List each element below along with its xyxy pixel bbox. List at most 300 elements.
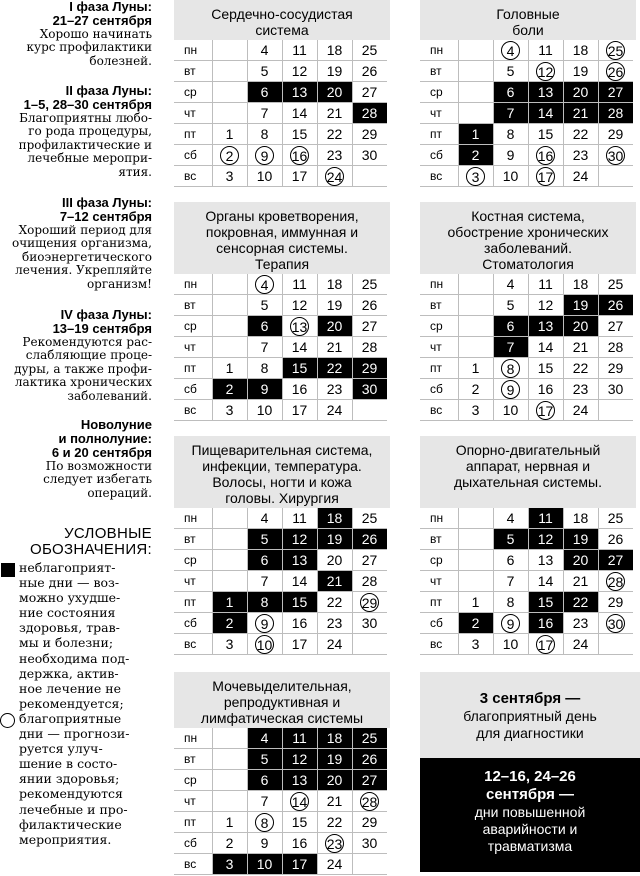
favorable-circle: 9 xyxy=(501,614,520,633)
day-name: вт xyxy=(174,749,212,770)
day-empty xyxy=(458,571,493,592)
day-cell: 19 xyxy=(563,61,598,82)
day-name: ср xyxy=(420,82,458,103)
day-unfavorable: 11 xyxy=(528,508,563,529)
day-unfavorable: 25 xyxy=(352,728,387,749)
day-unfavorable: 2 xyxy=(458,145,493,166)
day-cell: 15 xyxy=(282,124,317,145)
calendar-row xyxy=(174,103,387,124)
day-cell: 26 xyxy=(598,529,633,550)
day-cell: 28 xyxy=(352,337,387,358)
calendar-title: Головные боли xyxy=(420,0,636,40)
day-cell: 8 xyxy=(247,124,282,145)
calendar-title: Сердечно-сосудистая система xyxy=(174,0,390,40)
day-unfavorable: 3 xyxy=(212,854,247,875)
calendar-row xyxy=(174,358,387,379)
day-cell: 15 xyxy=(528,358,563,379)
day-unfavorable: 27 xyxy=(352,770,387,791)
calendar-grid xyxy=(174,274,387,421)
day-cell: 23 xyxy=(317,379,352,400)
day-cell: 10 xyxy=(247,166,282,187)
day-favorable xyxy=(493,379,528,400)
day-unfavorable: 30 xyxy=(352,379,387,400)
day-cell: 14 xyxy=(282,337,317,358)
day-favorable xyxy=(598,571,633,592)
calendar-row xyxy=(420,295,633,316)
day-name: вт xyxy=(174,61,212,82)
calendar-row xyxy=(420,358,633,379)
day-name: ср xyxy=(174,316,212,337)
day-unfavorable: 22 xyxy=(563,592,598,613)
day-name: пн xyxy=(420,508,458,529)
day-name: сб xyxy=(174,379,212,400)
calendar-grid xyxy=(420,40,633,187)
day-cell: 21 xyxy=(563,571,598,592)
phase-3 xyxy=(0,196,152,291)
calendar-row xyxy=(420,508,633,529)
legend xyxy=(0,526,152,847)
calendar-bones-dental xyxy=(420,202,636,421)
day-cell: 15 xyxy=(528,124,563,145)
day-name: пт xyxy=(420,124,458,145)
day-cell: 2 xyxy=(212,833,247,854)
day-empty xyxy=(458,274,493,295)
day-cell: 7 xyxy=(247,571,282,592)
day-empty xyxy=(212,61,247,82)
day-cell: 21 xyxy=(317,337,352,358)
calendar-row xyxy=(174,508,387,529)
favorable-circle: 4 xyxy=(501,41,520,60)
day-cell: 12 xyxy=(282,295,317,316)
day-unfavorable: 20 xyxy=(317,82,352,103)
day-unfavorable: 18 xyxy=(317,508,352,529)
day-name: сб xyxy=(420,145,458,166)
day-empty xyxy=(212,295,247,316)
favorable-circle: 10 xyxy=(256,636,273,653)
day-favorable xyxy=(528,61,563,82)
day-favorable xyxy=(352,791,387,812)
day-favorable xyxy=(212,145,247,166)
day-unfavorable: 27 xyxy=(598,550,633,571)
calendar-title: Органы кроветворения, покровная, иммунная и сенсорная системы. Терапия xyxy=(174,202,390,274)
day-cell: 16 xyxy=(528,379,563,400)
day-name: ср xyxy=(420,316,458,337)
day-cell: 24 xyxy=(317,634,352,655)
calendar-row xyxy=(420,592,633,613)
day-cell: 10 xyxy=(493,634,528,655)
day-name: пт xyxy=(174,592,212,613)
day-name: чт xyxy=(420,571,458,592)
day-unfavorable: 20 xyxy=(317,316,352,337)
accident-risk-box xyxy=(420,758,640,872)
day-cell: 24 xyxy=(563,400,598,421)
day-name: вс xyxy=(174,634,212,655)
day-cell: 23 xyxy=(563,613,598,634)
day-name: сб xyxy=(174,833,212,854)
day-favorable xyxy=(528,400,563,421)
day-cell: 14 xyxy=(528,337,563,358)
phase-3-title: III фаза Луны: 7–12 сентября xyxy=(59,195,152,224)
day-name: ср xyxy=(174,82,212,103)
day-unfavorable: 4 xyxy=(247,728,282,749)
day-cell: 21 xyxy=(563,337,598,358)
day-unfavorable: 16 xyxy=(528,613,563,634)
day-cell: 27 xyxy=(352,550,387,571)
day-cell: 5 xyxy=(493,61,528,82)
day-cell: 17 xyxy=(282,166,317,187)
calendar-row xyxy=(174,316,387,337)
calendar-row xyxy=(420,103,633,124)
day-cell: 4 xyxy=(247,40,282,61)
day-cell: 27 xyxy=(598,316,633,337)
day-empty xyxy=(212,82,247,103)
day-cell: 7 xyxy=(247,791,282,812)
risk-dash: — xyxy=(554,786,574,803)
calendar-musculoskeletal-nervous xyxy=(420,436,636,655)
day-cell: 1 xyxy=(458,592,493,613)
calendar-row xyxy=(174,529,387,550)
day-empty xyxy=(212,728,247,749)
day-cell: 11 xyxy=(282,274,317,295)
day-unfavorable: 19 xyxy=(563,529,598,550)
day-unfavorable: 22 xyxy=(317,358,352,379)
day-name: чт xyxy=(174,337,212,358)
day-name: вс xyxy=(420,166,458,187)
day-cell: 24 xyxy=(563,634,598,655)
day-cell: 1 xyxy=(458,358,493,379)
calendar-row xyxy=(174,770,387,791)
day-cell: 1 xyxy=(212,124,247,145)
calendar-row xyxy=(174,274,387,295)
day-cell: 3 xyxy=(458,634,493,655)
day-favorable xyxy=(247,613,282,634)
day-cell: 16 xyxy=(282,379,317,400)
day-cell: 25 xyxy=(352,40,387,61)
favorable-circle: 26 xyxy=(607,63,624,80)
calendar-row xyxy=(174,295,387,316)
day-unfavorable: 5 xyxy=(247,529,282,550)
day-empty xyxy=(212,770,247,791)
day-unfavorable: 20 xyxy=(563,550,598,571)
day-favorable xyxy=(352,592,387,613)
day-unfavorable: 2 xyxy=(212,613,247,634)
circle-icon xyxy=(0,713,15,728)
day-cell: 30 xyxy=(352,145,387,166)
calendar-row xyxy=(420,379,633,400)
calendar-row xyxy=(420,145,633,166)
diagnostics-date: 3 сентября xyxy=(479,690,562,707)
day-name: чт xyxy=(174,571,212,592)
phase-1-text: Хорошо начинать курс профилактики болезней. xyxy=(26,27,152,68)
day-unfavorable: 20 xyxy=(563,82,598,103)
favorable-circle: 8 xyxy=(501,359,520,378)
day-cell: 3 xyxy=(212,634,247,655)
day-cell: 28 xyxy=(352,571,387,592)
day-favorable xyxy=(528,145,563,166)
day-cell: 25 xyxy=(598,508,633,529)
day-cell: 29 xyxy=(598,124,633,145)
favorable-circle: 28 xyxy=(607,573,624,590)
day-unfavorable: 13 xyxy=(528,82,563,103)
phase-5-title: Новолуние и полнолуние: 6 и 20 сентября xyxy=(51,417,152,460)
day-cell: 12 xyxy=(528,295,563,316)
day-empty xyxy=(598,634,633,655)
day-unfavorable: 15 xyxy=(282,358,317,379)
day-cell: 25 xyxy=(598,274,633,295)
day-name: пн xyxy=(174,508,212,529)
day-cell: 26 xyxy=(352,295,387,316)
day-cell: 3 xyxy=(212,400,247,421)
day-favorable xyxy=(493,613,528,634)
phase-4 xyxy=(0,308,152,403)
day-unfavorable: 20 xyxy=(317,770,352,791)
day-favorable xyxy=(598,145,633,166)
favorable-circle: 13 xyxy=(291,318,308,335)
diagnostics-text: благоприятный день для диагностики xyxy=(463,708,597,741)
day-cell: 8 xyxy=(247,358,282,379)
day-unfavorable: 10 xyxy=(247,854,282,875)
calendar-row xyxy=(174,400,387,421)
day-unfavorable: 28 xyxy=(352,103,387,124)
day-name: пн xyxy=(174,40,212,61)
day-name: вт xyxy=(420,61,458,82)
favorable-circle: 29 xyxy=(361,594,378,611)
day-name: пн xyxy=(420,40,458,61)
day-unfavorable: 26 xyxy=(352,529,387,550)
day-empty xyxy=(458,550,493,571)
day-cell: 2 xyxy=(458,379,493,400)
day-unfavorable: 5 xyxy=(247,749,282,770)
day-unfavorable: 5 xyxy=(493,529,528,550)
day-unfavorable: 13 xyxy=(528,316,563,337)
day-empty xyxy=(352,634,387,655)
calendar-row xyxy=(174,634,387,655)
day-name: ср xyxy=(420,550,458,571)
day-cell: 10 xyxy=(247,400,282,421)
calendar-row xyxy=(174,613,387,634)
day-favorable xyxy=(458,166,493,187)
calendar-row xyxy=(174,166,387,187)
day-unfavorable: 13 xyxy=(282,770,317,791)
diagnostics-day-box xyxy=(420,672,640,758)
calendar-row xyxy=(420,274,633,295)
phase-3-text: Хороший период для очищения организма, биоэнергетического лечения. Укрепляйте организм! xyxy=(12,223,152,291)
calendar-row xyxy=(174,728,387,749)
day-cell: 18 xyxy=(563,508,598,529)
favorable-circle: 12 xyxy=(537,63,554,80)
day-cell: 13 xyxy=(528,550,563,571)
day-cell: 14 xyxy=(528,571,563,592)
day-cell: 28 xyxy=(598,337,633,358)
day-unfavorable: 21 xyxy=(317,571,352,592)
favorable-circle: 2 xyxy=(220,146,239,165)
day-unfavorable: 26 xyxy=(598,295,633,316)
calendar-row xyxy=(420,40,633,61)
day-unfavorable: 6 xyxy=(247,316,282,337)
calendar-urinary-reproductive xyxy=(174,672,390,875)
day-cell: 21 xyxy=(317,791,352,812)
phase-1 xyxy=(0,0,152,68)
day-cell: 10 xyxy=(493,166,528,187)
day-empty xyxy=(212,529,247,550)
day-cell: 11 xyxy=(528,40,563,61)
calendar-row xyxy=(174,61,387,82)
day-cell: 29 xyxy=(352,812,387,833)
day-unfavorable: 20 xyxy=(563,316,598,337)
day-name: вс xyxy=(420,634,458,655)
day-cell: 19 xyxy=(317,295,352,316)
day-name: пт xyxy=(174,124,212,145)
legend-bad-text: неблагоприят- ные дни — воз- можно ухудше- ние состояния здоровья, трав- мы и болезни; необходима под- держка, актив- ное лечение не рекомендуется; xyxy=(19,560,130,711)
day-empty xyxy=(458,40,493,61)
day-cell: 9 xyxy=(493,145,528,166)
day-empty xyxy=(458,295,493,316)
day-cell: 30 xyxy=(598,379,633,400)
day-cell: 27 xyxy=(352,316,387,337)
day-favorable xyxy=(247,145,282,166)
calendar-row xyxy=(420,337,633,358)
calendar-row xyxy=(174,833,387,854)
day-name: пт xyxy=(420,358,458,379)
calendar-row xyxy=(174,749,387,770)
favorable-circle: 16 xyxy=(291,147,308,164)
favorable-circle: 17 xyxy=(537,402,554,419)
day-name: чт xyxy=(174,103,212,124)
day-cell: 19 xyxy=(317,61,352,82)
day-favorable xyxy=(247,634,282,655)
favorable-circle: 3 xyxy=(466,167,485,186)
day-unfavorable: 12 xyxy=(528,529,563,550)
calendar-row xyxy=(174,791,387,812)
day-empty xyxy=(212,749,247,770)
favorable-circle: 24 xyxy=(326,168,343,185)
calendar-row xyxy=(420,61,633,82)
day-favorable xyxy=(317,833,352,854)
day-name: пт xyxy=(174,812,212,833)
day-favorable xyxy=(598,40,633,61)
day-cell: 22 xyxy=(317,124,352,145)
day-name: пн xyxy=(420,274,458,295)
favorable-circle: 25 xyxy=(607,42,624,59)
day-name: вс xyxy=(420,400,458,421)
day-empty xyxy=(212,274,247,295)
day-cell: 4 xyxy=(493,508,528,529)
day-favorable xyxy=(493,40,528,61)
day-unfavorable: 6 xyxy=(247,770,282,791)
day-name: пн xyxy=(174,274,212,295)
day-cell: 5 xyxy=(493,295,528,316)
day-favorable xyxy=(282,316,317,337)
risk-text: дни повышенной аварийности и травматизма xyxy=(474,804,586,854)
risk-dates: 12–16, 24–26 сентября xyxy=(484,768,576,803)
day-empty xyxy=(458,529,493,550)
day-cell: 7 xyxy=(247,337,282,358)
day-name: пн xyxy=(174,728,212,749)
favorable-circle: 30 xyxy=(607,615,624,632)
day-cell: 7 xyxy=(493,571,528,592)
phase-new-full-moon xyxy=(0,418,152,500)
day-empty xyxy=(352,166,387,187)
favorable-circle: 28 xyxy=(361,793,378,810)
calendar-title: Опорно-двигательный аппарат, нервная и дыхательная системы. xyxy=(420,436,636,508)
calendar-title: Пищеварительная система, инфекции, температура. Волосы, ногти и кожа головы. Хирургия xyxy=(174,436,390,508)
favorable-circle: 8 xyxy=(255,813,274,832)
day-cell: 4 xyxy=(493,274,528,295)
day-cell: 1 xyxy=(212,812,247,833)
day-cell: 11 xyxy=(282,508,317,529)
day-empty xyxy=(458,82,493,103)
day-cell: 23 xyxy=(317,613,352,634)
calendar-row xyxy=(174,571,387,592)
day-cell: 29 xyxy=(598,592,633,613)
calendar-row xyxy=(174,592,387,613)
favorable-circle: 9 xyxy=(255,614,274,633)
day-cell: 14 xyxy=(282,103,317,124)
legend-bad-days xyxy=(0,560,152,711)
calendar-row xyxy=(174,854,387,875)
day-unfavorable: 2 xyxy=(458,613,493,634)
calendar-row xyxy=(420,400,633,421)
day-unfavorable: 19 xyxy=(317,749,352,770)
day-cell: 5 xyxy=(247,61,282,82)
day-unfavorable: 6 xyxy=(247,82,282,103)
day-empty xyxy=(458,508,493,529)
calendar-row xyxy=(174,82,387,103)
day-favorable xyxy=(598,613,633,634)
day-empty xyxy=(212,40,247,61)
calendar-row xyxy=(420,316,633,337)
phase-4-text: Рекомендуются рас- слабляющие проце- дуры, а также профи- лактика хронических заболеваний. xyxy=(14,335,152,403)
calendar-grid xyxy=(174,40,387,187)
calendar-row xyxy=(420,613,633,634)
day-unfavorable: 6 xyxy=(247,550,282,571)
day-cell: 18 xyxy=(563,40,598,61)
calendar-grid xyxy=(174,508,387,655)
calendar-row xyxy=(174,550,387,571)
diagnostics-dash: — xyxy=(561,690,581,707)
day-empty xyxy=(458,61,493,82)
day-unfavorable: 6 xyxy=(493,82,528,103)
day-name: вт xyxy=(420,295,458,316)
day-cell: 7 xyxy=(247,103,282,124)
calendar-title: Мочевыделительная, репродуктивная и лимфатическая системы xyxy=(174,672,390,728)
day-empty xyxy=(458,337,493,358)
day-cell: 23 xyxy=(563,145,598,166)
phase-5-text: По возможности следует избегать операций. xyxy=(43,459,152,500)
day-name: чт xyxy=(420,337,458,358)
calendar-headaches xyxy=(420,0,636,187)
day-favorable xyxy=(282,145,317,166)
calendar-blood-skin-immune xyxy=(174,202,390,421)
day-unfavorable: 8 xyxy=(247,592,282,613)
day-cell: 23 xyxy=(563,379,598,400)
day-empty xyxy=(352,854,387,875)
day-cell: 16 xyxy=(282,833,317,854)
favorable-circle: 30 xyxy=(607,147,624,164)
day-cell: 27 xyxy=(352,82,387,103)
calendar-row xyxy=(420,166,633,187)
day-cell: 16 xyxy=(282,613,317,634)
calendar-grid xyxy=(420,508,633,655)
day-name: вт xyxy=(420,529,458,550)
calendar-row xyxy=(420,124,633,145)
day-cell: 29 xyxy=(598,358,633,379)
phase-2-title: II фаза Луны: 1–5, 28–30 сентября xyxy=(23,83,152,112)
favorable-circle: 4 xyxy=(255,275,274,294)
favorable-circle: 14 xyxy=(291,793,308,810)
day-empty xyxy=(352,400,387,421)
calendar-row xyxy=(420,634,633,655)
